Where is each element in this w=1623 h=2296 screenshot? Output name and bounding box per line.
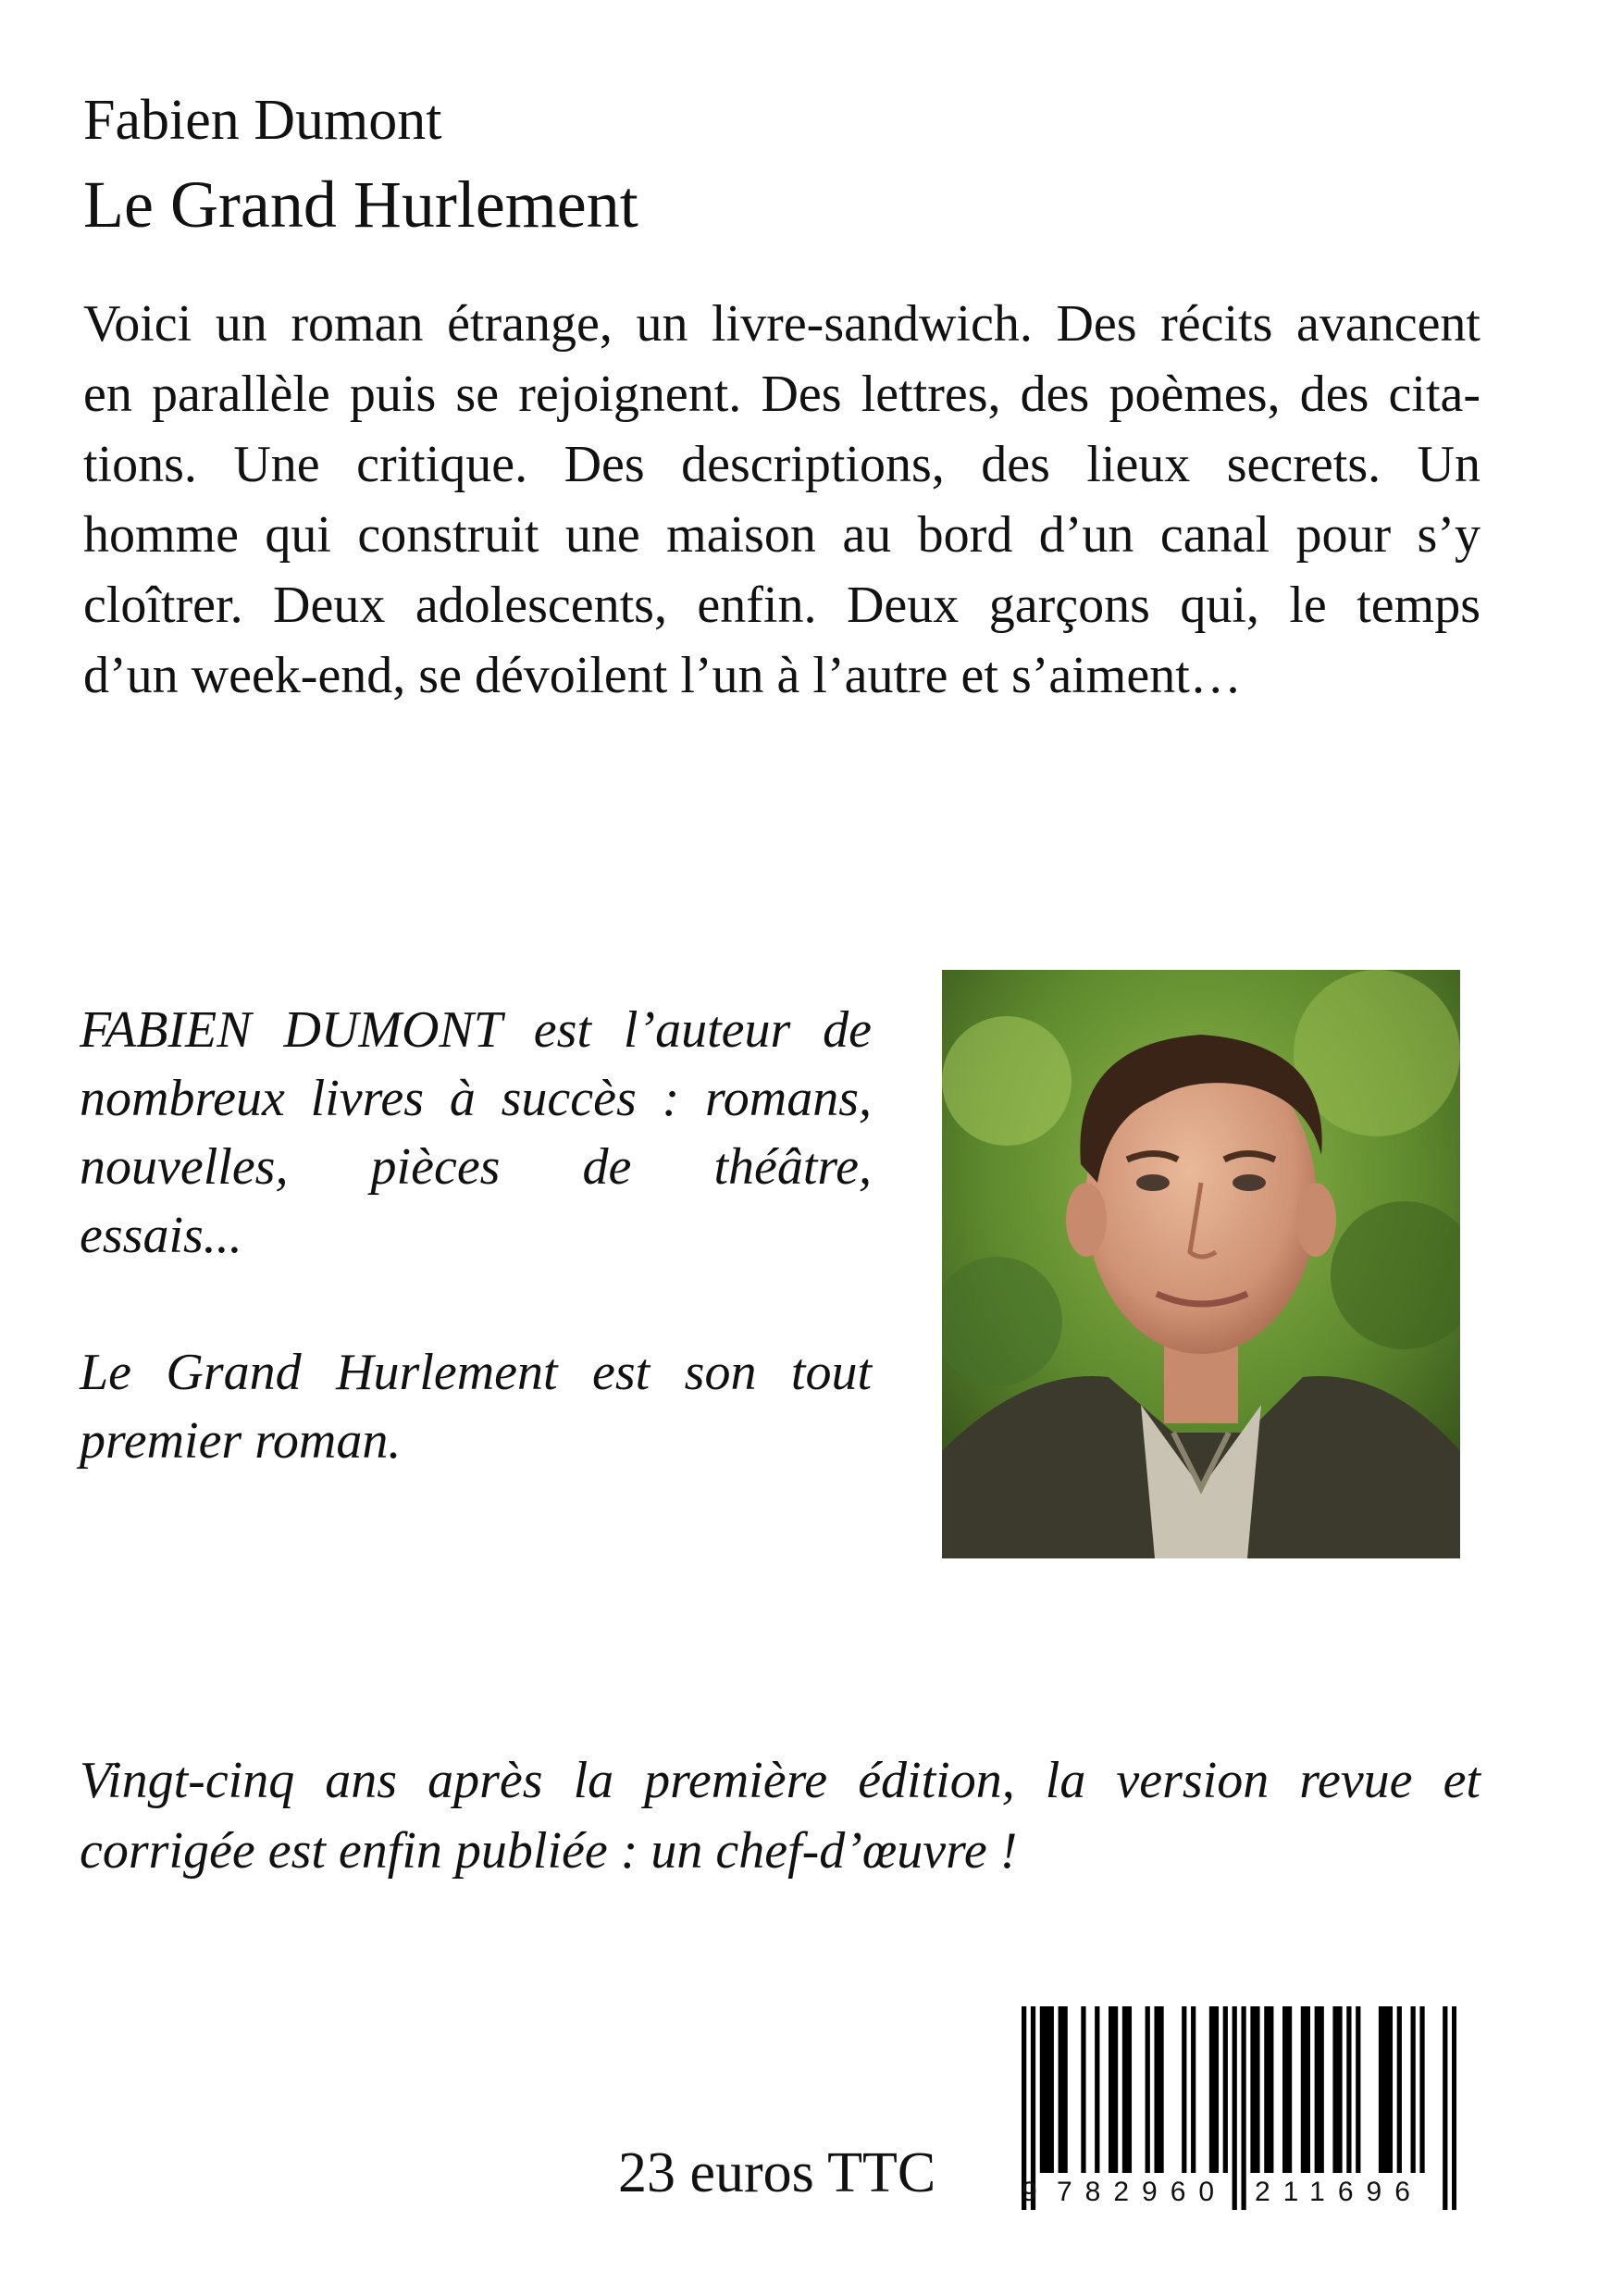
barcode-bar — [1269, 2006, 1273, 2173]
barcode-bar — [1127, 2006, 1132, 2173]
author-photo-image — [942, 970, 1460, 1558]
barcode-bar — [1264, 2006, 1269, 2173]
bio-paragraph — [80, 1338, 872, 1475]
barcode-bar — [1154, 2006, 1158, 2173]
synopsis-line: d’un week-end, se dévoilent l’un à l’autre et s’aiment… — [83, 647, 1242, 704]
barcode-bar — [1250, 2006, 1255, 2173]
barcode-bar — [1081, 2006, 1085, 2173]
price-label: 23 euros TTC — [618, 2141, 936, 2204]
barcode-bar — [1122, 2006, 1127, 2173]
barcode-bar — [1214, 2006, 1219, 2173]
synopsis-line: cloîtrer. Deux adolescents, enfin. Deux garçons qui, le temps — [83, 577, 1481, 634]
barcode-bar — [1346, 2006, 1351, 2173]
barcode-bar — [1315, 2006, 1319, 2173]
bio-line: premier roman. — [80, 1412, 402, 1470]
barcode-bar — [1040, 2006, 1045, 2173]
barcode-bar — [1158, 2006, 1163, 2173]
synopsis-line: Voici un roman étrange, un livre-sandwich. Des récits avancent — [83, 295, 1481, 353]
tagline — [80, 1745, 1481, 1886]
tagline-line: Vingt-cinq ans après la première édition, la version revue et — [80, 1752, 1481, 1809]
bio-line: essais... — [80, 1207, 242, 1264]
barcode-bar — [1411, 2006, 1416, 2173]
bio-paragraph — [80, 996, 872, 1270]
barcode-bar — [1146, 2006, 1150, 2173]
barcode-bar — [1209, 2006, 1214, 2173]
synopsis-line: en parallèle puis se rejoignent. Des lettres, des poèmes, des cita- — [83, 366, 1481, 423]
barcode-right-group: 211696 — [1255, 2177, 1423, 2207]
barcode-bar — [1063, 2006, 1068, 2173]
author-name: Fabien Dumont — [83, 89, 442, 152]
barcode-bar — [1287, 2006, 1292, 2173]
barcode-bar — [1356, 2006, 1360, 2173]
barcode-bar — [1306, 2006, 1310, 2173]
barcode-bar — [1379, 2006, 1383, 2173]
barcode-bar — [1049, 2006, 1054, 2173]
barcode-bar — [1282, 2006, 1287, 2173]
bio-line: Le Grand Hurlement est son tout — [80, 1344, 872, 1401]
barcode-bar — [1182, 2006, 1186, 2173]
synopsis-line: tions. Une critique. Des descriptions, des lieux secrets. Un — [83, 436, 1481, 493]
barcode-first-digit: 9 — [1022, 2177, 1037, 2207]
barcode-bar — [1337, 2006, 1342, 2173]
barcode-bar — [1109, 2006, 1113, 2173]
barcode-bar — [1301, 2006, 1306, 2173]
barcode-bar — [1191, 2006, 1196, 2173]
barcode-bar — [1383, 2006, 1388, 2173]
barcode-bar — [1223, 2006, 1228, 2173]
barcode-bar — [1397, 2006, 1402, 2173]
barcode-left-group: 782960 — [1057, 2177, 1228, 2207]
barcode-digits — [1022, 2177, 1456, 2214]
author-bio — [80, 996, 872, 1475]
barcode-bar — [1045, 2006, 1049, 2173]
barcode-bar — [1319, 2006, 1324, 2173]
bio-line: nombreux livres à succès : romans, — [80, 1070, 872, 1127]
book-title: Le Grand Hurlement — [83, 168, 638, 242]
barcode-bar — [1255, 2006, 1259, 2173]
synopsis — [83, 289, 1481, 711]
bio-line: FABIEN DUMONT est l’auteur de — [80, 1001, 872, 1059]
barcode-bar — [1059, 2006, 1063, 2173]
author-photo — [942, 970, 1460, 1558]
barcode-bar — [1095, 2006, 1099, 2173]
barcode-bar — [1388, 2006, 1393, 2173]
synopsis-line: homme qui construit une maison au bord d’un canal pour s’y — [83, 506, 1481, 564]
tagline-line: corrigée est enfin publiée : un chef-d’œuvre ! — [80, 1822, 1018, 1880]
barcode-bar — [1332, 2006, 1337, 2173]
barcode-bar — [1419, 2006, 1424, 2173]
barcode-bar — [1113, 2006, 1118, 2173]
bio-line: nouvelles, pièces de théâtre, — [80, 1138, 872, 1196]
